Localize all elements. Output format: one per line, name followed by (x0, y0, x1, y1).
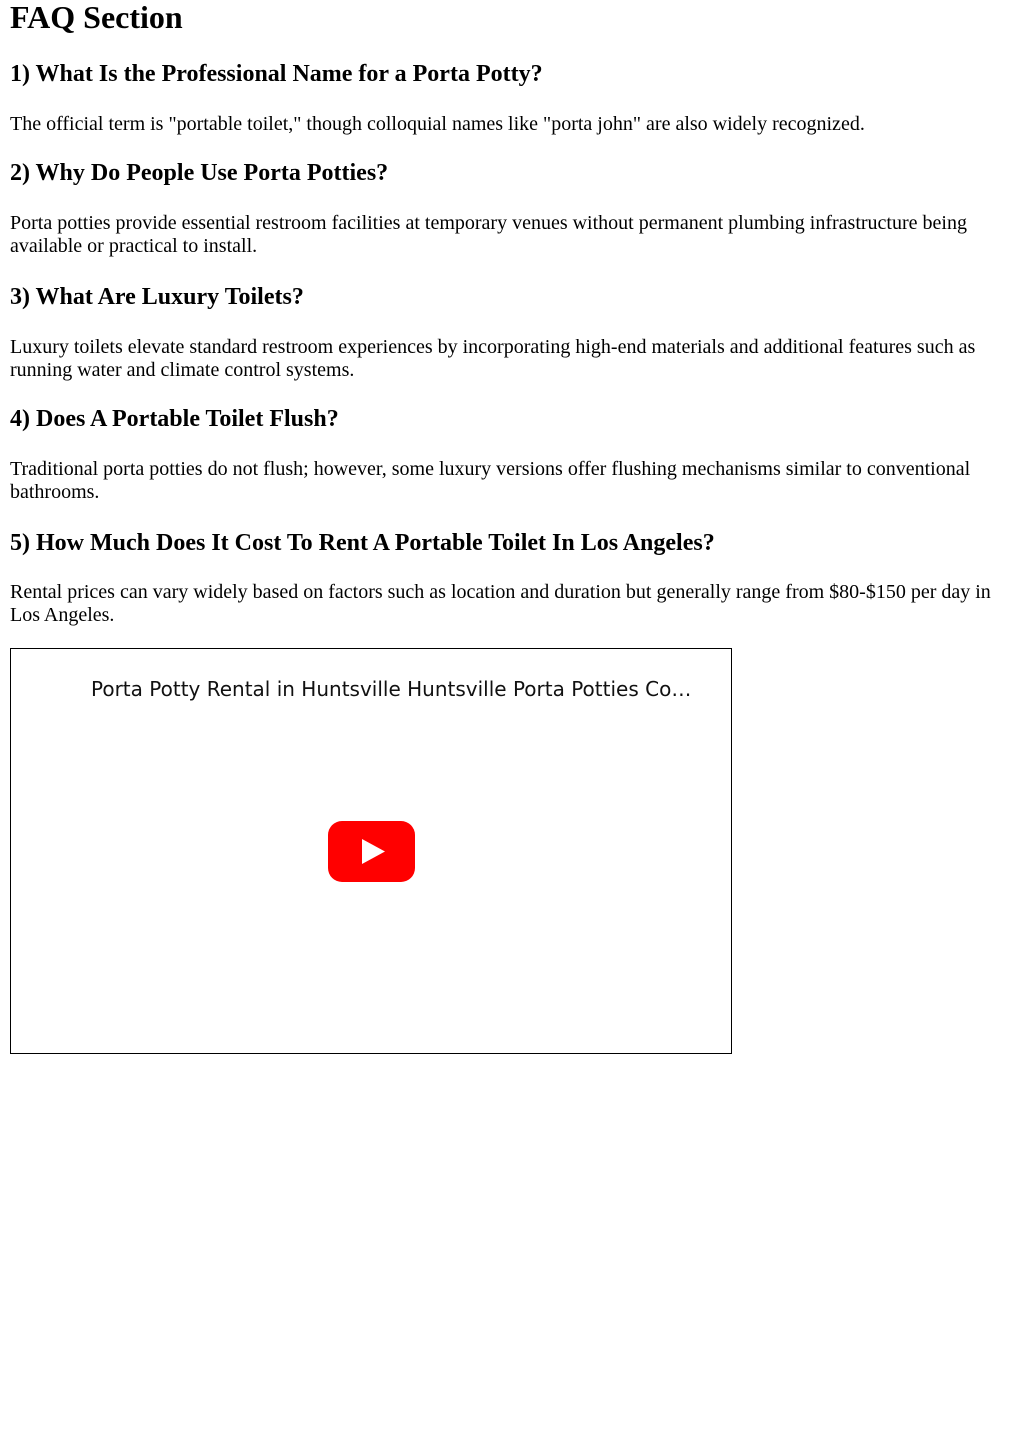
page-title: FAQ Section (10, 0, 183, 35)
video-embed[interactable] (10, 648, 732, 1054)
faq-question-5: 5) How Much Does It Cost To Rent A Portable Toilet In Los Angeles? (10, 530, 715, 556)
faq-answer-1: The official term is "portable toilet," though colloquial names like "porta john" are also widely recognized. (10, 113, 865, 135)
faq-question-3: 3) What Are Luxury Toilets? (10, 284, 304, 310)
faq-answer-2: Porta potties provide essential restroom facilities at temporary venues without permanent plumbing infrastructure being available or practical to install. (10, 212, 967, 257)
faq-answer-3: Luxury toilets elevate standard restroom experiences by incorporating high-end materials and additional features such as running water and climate control systems. (10, 336, 976, 381)
faq-question-4: 4) Does A Portable Toilet Flush? (10, 406, 339, 432)
faq-question-2: 2) Why Do People Use Porta Potties? (10, 160, 389, 186)
faq-answer-5: Rental prices can vary widely based on factors such as location and duration but generally range from $80-$150 per day in Los Angeles. (10, 581, 991, 626)
faq-question-1: 1) What Is the Professional Name for a Porta Potty? (10, 61, 543, 87)
video-title[interactable]: Porta Potty Rental in Huntsville Huntsville Porta Potties Co… (91, 677, 692, 701)
youtube-play-icon[interactable] (328, 821, 415, 882)
faq-answer-4: Traditional porta potties do not flush; however, some luxury versions offer flushing mechanisms similar to conventional bathrooms. (10, 458, 971, 503)
